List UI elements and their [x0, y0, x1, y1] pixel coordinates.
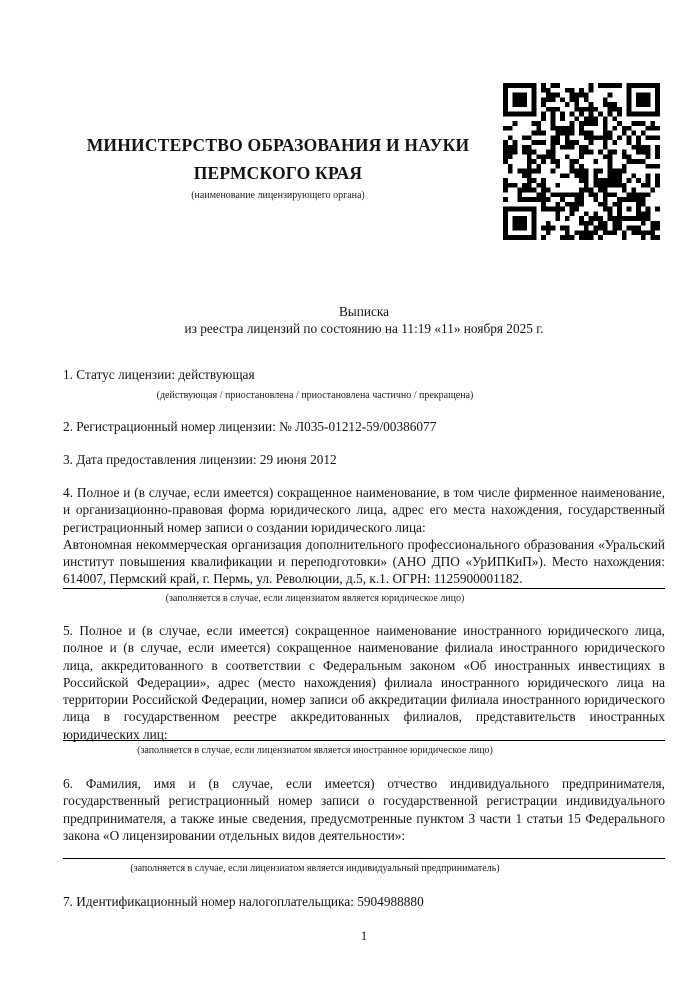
- field-legal-entity: [63, 484, 665, 588]
- field-legal-entity-label: 4. Полное и (в случае, если имеется) сокращенное наименование, в том числе фирменное наименование, и организационно-правовая форма юридического лица, адрес его места нахождения, государственный регистрационный номер записи о создании юридического лица:: [63, 485, 665, 535]
- field-grant-date: [63, 451, 665, 468]
- field-legal-entity-caption: (заполняется в случае, если лицензиатом является юридическое лицо): [165, 593, 465, 604]
- fill-line-foreign-entity: [63, 740, 665, 741]
- authority-name-line2: ПЕРМСКОГО КРАЯ: [193, 163, 363, 183]
- document-title-line1: Выписка: [338, 304, 390, 319]
- field-foreign-entity-caption: (заполняется в случае, если лицензиатом является иностранное юридическое лицо): [137, 745, 493, 756]
- field-license-status-text: 1. Статус лицензии: действующая: [63, 367, 255, 382]
- field-taxpayer-id-text: 7. Идентификационный номер налогоплательщика: 5904988880: [63, 894, 424, 909]
- fill-line-entrepreneur: [63, 858, 665, 859]
- authority-name-line1: МИНИСТЕРСТВО ОБРАЗОВАНИЯ И НАУКИ: [86, 135, 470, 155]
- fill-line-legal-entity: [63, 588, 665, 589]
- authority-caption: (наименование лицензирующего органа): [191, 190, 365, 201]
- field-legal-entity-value: Автономная некоммерческая организация дополнительного профессионального образования «Уральский институт повышения квалификации и переподготовки» (АНО ДПО «УрИПКиП»). Место нахождения: 614007, Пермский край, г. Пермь, ул. Революции, д.5, к.1. ОГРН: 1125900001182.: [63, 536, 665, 587]
- field-entrepreneur-label: 6. Фамилия, имя и (в случае, если имеется) отчество индивидуального предпринимателя, государственный регистрационный номер записи о государственной регистрации индивидуального предпринимателя, а также иные сведения, предусмотренные пунктом 3 части 1 статьи 15 Федерального закона «О лицензировании отдельных видов деятельности»:: [63, 776, 665, 843]
- field-grant-date-text: 3. Дата предоставления лицензии: 29 июня 2012: [63, 452, 337, 467]
- field-license-status: [63, 366, 665, 383]
- field-registration-number-text: 2. Регистрационный номер лицензии: № Л035-01212-59/00386077: [63, 419, 437, 434]
- document-title: [63, 303, 665, 338]
- page-number: 1: [360, 929, 368, 943]
- field-entrepreneur: [63, 775, 665, 844]
- field-foreign-entity-label: 5. Полное и (в случае, если имеется) сокращенное наименование иностранного юридического лица, полное и (в случае, если имеется) сокращенное наименование филиала иностранного юридического лица, аккредитованного в соответствии с Федеральным законом «Об иностранных инвестициях в Российской Федерации», адрес (место нахождения) филиала иностранного юридического лица на территории Российской Федерации, номер записи об аккредитации филиала иностранного юридического лица в государственном реестре аккредитованных филиалов, представительств иностранных юридических лиц:: [63, 623, 665, 742]
- document-title-line2: из реестра лицензий по состоянию на 11:19 «11» ноября 2025 г.: [184, 321, 544, 337]
- field-license-status-caption: (действующая / приостановлена / приостановлена частично / прекращена): [156, 390, 474, 401]
- field-foreign-entity: [63, 622, 665, 743]
- field-taxpayer-id: [63, 893, 665, 910]
- licensing-authority-block: [58, 131, 498, 202]
- field-entrepreneur-caption: (заполняется в случае, если лицензиатом является индивидуальный предприниматель): [130, 863, 500, 874]
- qr-code: [503, 83, 660, 240]
- field-registration-number: [63, 418, 665, 435]
